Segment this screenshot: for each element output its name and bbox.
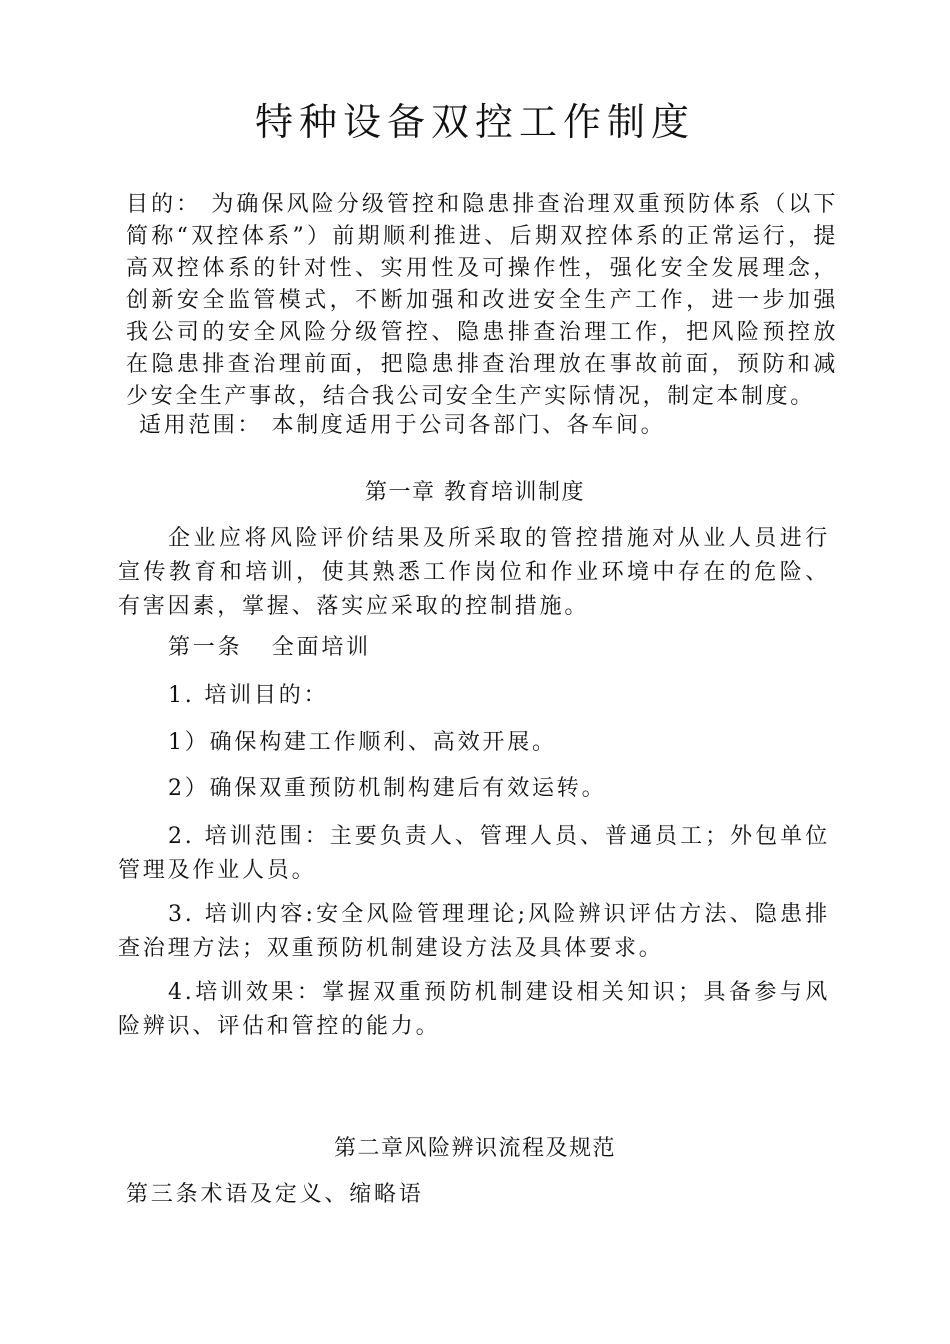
chapter-2-heading: 第二章风险辨识流程及规范	[333, 1136, 616, 1161]
item-4-paragraph: 4.培训效果：掌握双重预防机制建设相关知识；具备参与风险辨识、评估和管控的能力。	[118, 980, 830, 1039]
chapter-1-heading: 第一章 教育培训制度	[365, 480, 585, 505]
item-1-heading: 1. 培训目的：	[168, 683, 329, 708]
document-title: 特种设备双控工作制度	[254, 100, 695, 144]
item-1a: 1）确保构建工作顺利、高效开展。	[168, 730, 557, 755]
item-3-paragraph: 3. 培训内容:安全风险管理理论;风险辨识评估方法、隐患排查治理方法；双重预防机制建设方法及具体要求。	[118, 902, 830, 961]
scope-paragraph: 适用范围： 本制度适用于公司各部门、各车间。	[139, 413, 666, 438]
item-2-paragraph: 2. 培训范围：主要负责人、管理人员、普通员工；外包单位管理及作业人员。	[118, 824, 830, 883]
item-1b: 2）确保双重预防机制构建后有效运转。	[168, 776, 607, 801]
chapter-1-intro: 企业应将风险评价结果及所采取的管控措施对从业人员进行宣传教育和培训，使其熟悉工作岗位和作业环境中存在的危险、有害因素，掌握、落实应采取的控制措施。	[118, 526, 830, 619]
article-1-heading: 第一条 全面培训	[168, 635, 371, 660]
purpose-paragraph: 目的： 为确保风险分级管控和隐患排查治理双重预防体系（以下简称“双控体系”）前期顺利推进、后期双控体系的正常运行，提高双控体系的针对性、实用性及可操作性，强化安全发展理念，创新安全监管模式，不断加强和改进安全生产工作，进一步加强我公司的安全风险分级管控、隐患排查治理工作，把风险预控放在隐患排查治理前面，把隐患排查治理放在事故前面，预防和减少安全生产事故，结合我公司安全生产实际情况，制定本制度。	[126, 192, 838, 409]
article-3-heading: 第三条术语及定义、缩略语	[126, 1182, 424, 1207]
